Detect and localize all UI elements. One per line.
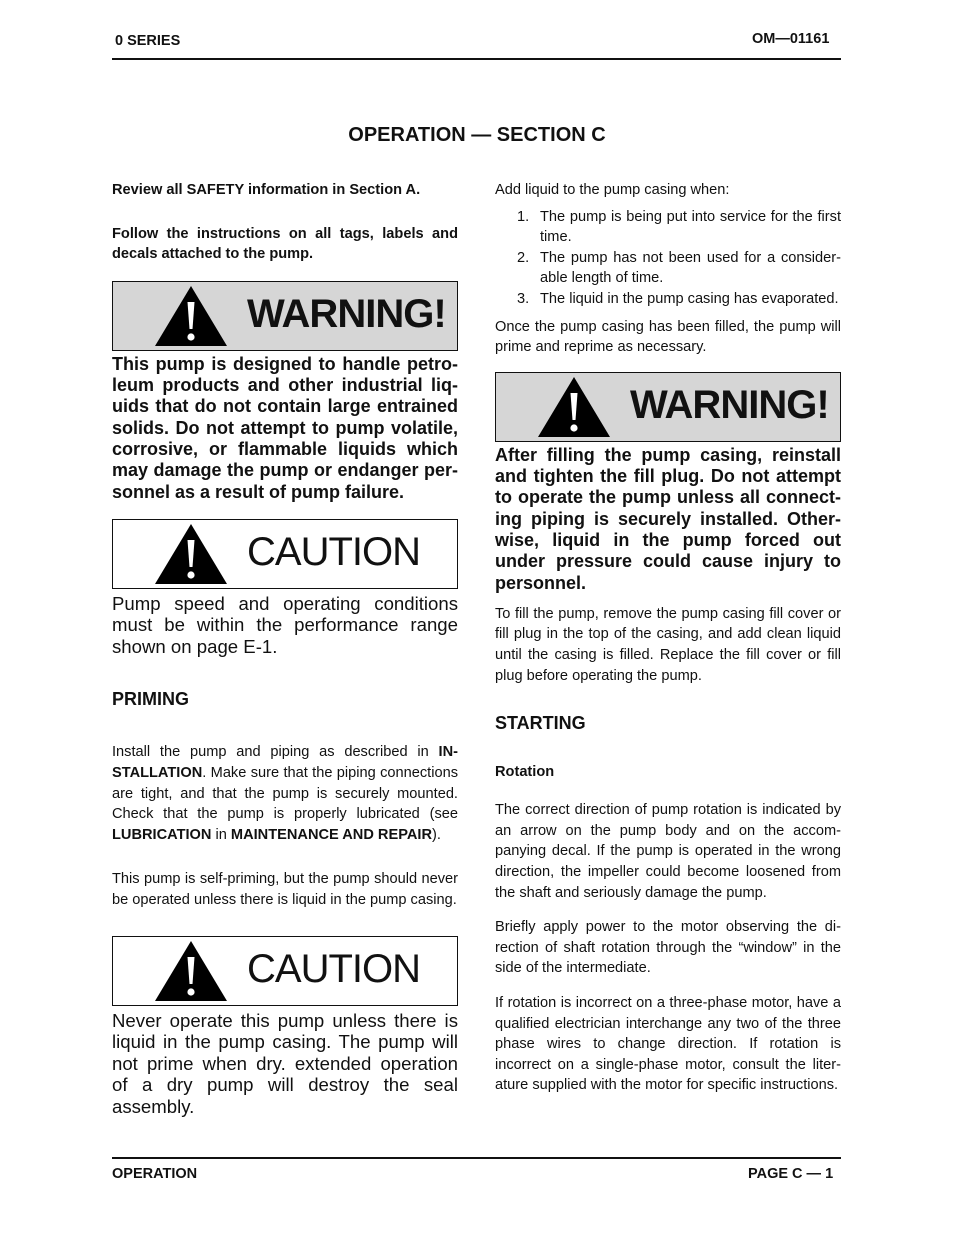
caution-label: CAUTION [247,946,420,991]
warning-triangle-icon [153,284,229,348]
caution-banner [112,936,458,1006]
list-text: The pump has not been used for a considerable length of time. [540,249,841,287]
priming-heading: PRIMING [112,689,190,710]
fill-paragraph: To fill the pump, remove the pump casing fill cover or fill plug in the top of the casing, and add clean liquid until the casing is filled. Replace the fill cover or fill plug before operating the pump. [495,605,841,684]
left-column [112,180,458,1117]
header-doc-number: OM—01161 [752,31,830,47]
install-text-4: ). [432,826,441,843]
rotation-paragraph-2: Briefly apply power to the motor observing the direction of shaft rotation through the “window” in the side of the intermediate. [495,919,841,977]
list-text: The liquid in the pump casing has evaporated. [540,290,839,307]
once-filled-paragraph: Once the pump casing has been filled, the pump will prime and reprime as necessary. [495,318,841,356]
review-safety-note: Review all SAFETY information in Section A. [112,182,421,198]
rotation-paragraph-3: If rotation is incorrect on a three-phase motor, have a qualified electrician interchange any two of the three phase wires to change direction. If rotation is incorrect on a single-phase motor, consult the literature supplied with the motor for specific instructions. [495,994,841,1094]
caution-text: Pump speed and operating conditions must be within the performance range shown on page E-1. [112,592,458,657]
list-item [495,289,841,310]
list-number: 1. [517,208,530,225]
install-paragraph [112,742,458,845]
warning-text: This pump is designed to handle petroleum products and other industrial liquids that do not contain large entrained solids. Do not attempt to pump volatile, corrosive, or flammable liquids which may damage the pump or endanger personnel as a result of pump failure. [112,353,458,502]
install-text-3: in [211,826,231,843]
list-number: 2. [517,249,530,266]
warning-triangle-icon [536,375,612,439]
rotation-heading: Rotation [495,764,555,781]
install-bold-lubrication: LUBRICATION [112,826,212,843]
rotation-paragraph-1: The correct direction of pump rotation is indicated by an arrow on the pump body and on the accompanying decal. If the pump is operated in the wrong direction, the impeller could become loosened from the shaft and seriously damage the pump. [495,802,841,901]
install-text-1: Install the pump and piping as described in [112,744,439,761]
install-bold-maintenance: MAINTENANCE AND REPAIR [230,826,432,843]
warning-banner [112,281,458,351]
add-liquid-intro: Add liquid to the pump casing when: [495,182,730,198]
starting-heading: STARTING [495,713,586,734]
caution-banner [112,519,458,589]
warning-label: WARNING! [630,382,829,427]
page-title: OPERATION — SECTION C [348,124,606,146]
list-text: The pump is being put into service for the first time. [540,208,841,246]
right-column [495,180,841,1096]
install-text-2: . Make sure that the piping connections are tight, and that the pump is securely mounted. Check that the pump is properly lubricated (see [112,764,458,823]
install-bold-installation: INSTALLATION [112,744,458,781]
caution-label: CAUTION [247,529,420,574]
caution-triangle-icon [153,939,229,1003]
caution-text: Never operate this pump unless there is liquid in the pump casing. The pump will not prime when dry. extended operation of a dry pump will destroy the seal assembly. [112,1009,458,1117]
header-rule [112,58,841,60]
list-number: 3. [517,290,530,307]
footer-rule [112,1157,841,1159]
warning-banner [495,372,841,442]
warning-label: WARNING! [247,291,446,336]
warning-text: After filling the pump casing, reinstall and tighten the fill plug. Do not attempt to operate the pump unless all connecting piping is securely installed. Otherwise, liquid in the pump forced out under pressure could cause injury to personnel. [495,444,841,593]
footer-section: OPERATION [112,1166,198,1182]
header-series: 0 SERIES [115,33,181,49]
add-liquid-list [495,207,841,310]
follow-instructions-note: Follow the instructions on all tags, labels and decals attached to the pump. [112,225,458,263]
self-priming-paragraph: This pump is self-priming, but the pump should never be operated unless there is liquid in the pump casing. [112,871,458,908]
list-item [495,248,841,289]
footer-page-number: PAGE C — 1 [748,1166,834,1182]
caution-triangle-icon [153,522,229,586]
list-item [495,207,841,248]
